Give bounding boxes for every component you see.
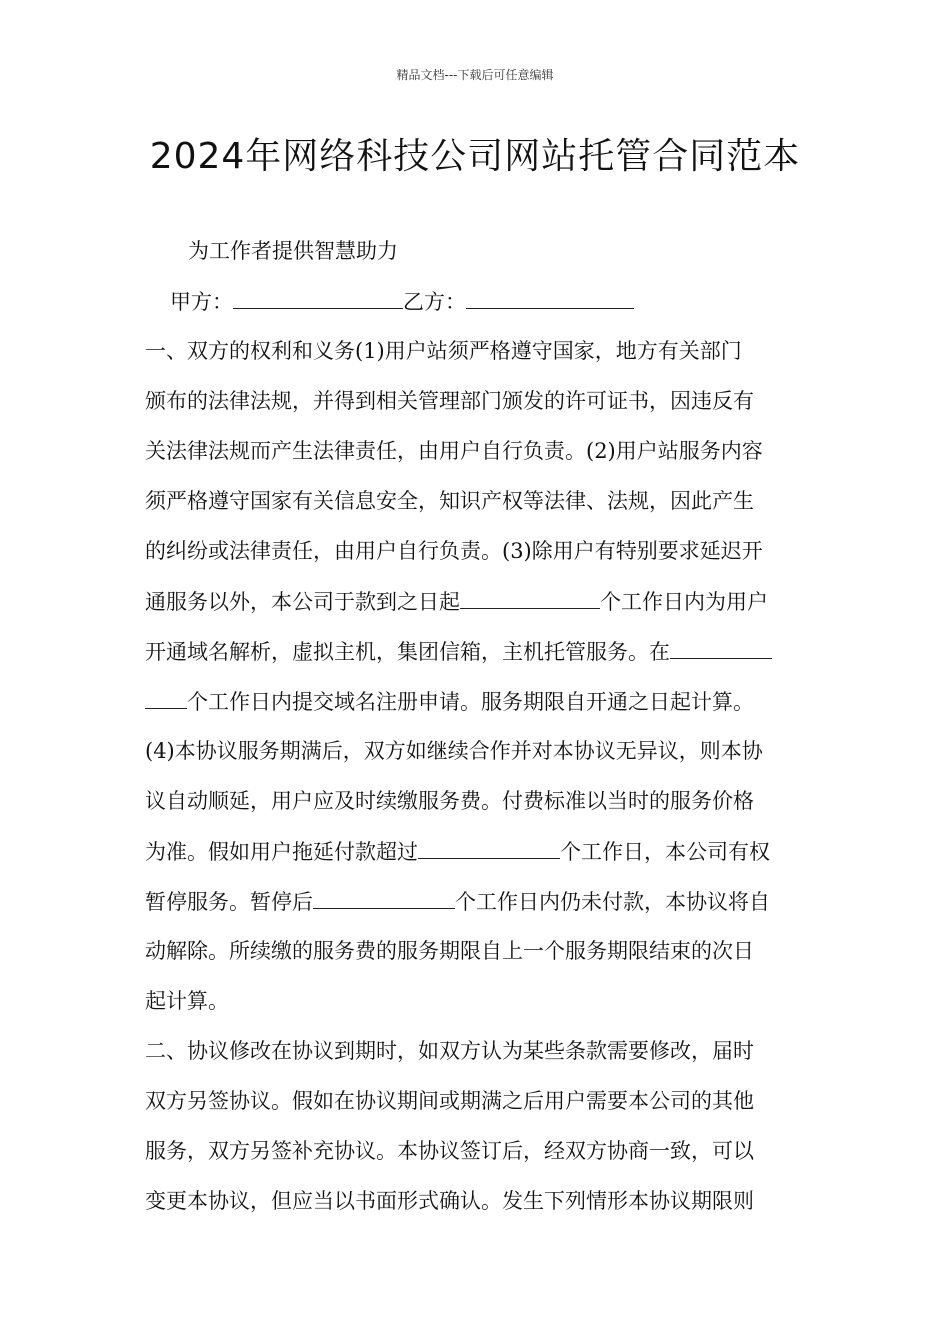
body-line-18: 变更本协议，但应当以书面形式确认。发生下列情形本协议期限则 [145, 1189, 754, 1213]
party-b-blank [466, 286, 634, 309]
subtitle: 为工作者提供智慧助力 [188, 239, 398, 263]
body-line-8-b: 个工作日内提交域名注册申请。服务期限自开通之日起计算。 [187, 690, 754, 714]
body-line-17: 服务，双方另签补充协议。本协议签订后，经双方协商一致，可以 [145, 1139, 754, 1163]
body-line-11-b: 个工作日，本公司有权 [560, 840, 770, 864]
body-line-15: 二、协议修改在协议到期时，如双方认为某些条款需要修改，届时 [145, 1039, 754, 1063]
body-line-11-a: 为准。假如用户拖延付款超过 [145, 840, 418, 864]
workdays-blank-4 [313, 886, 455, 909]
party-b-label: 乙方： [403, 290, 466, 314]
body-line-9: (4)本协议服务期满后，双方如继续合作并对本协议无异议，则本协 [145, 739, 763, 763]
body-line-6-a: 通服务以外，本公司于款到之日起 [145, 590, 460, 614]
parties-line [170, 286, 634, 317]
body-line-4: 须严格遵守国家有关信息安全，知识产权等法律、法规，因此产生 [145, 489, 754, 513]
body-line-6 [145, 586, 768, 617]
header-note: 精品文档---下载后可任意编辑 [396, 68, 554, 82]
body-line-10: 议自动顺延，用户应及时续缴服务费。付费标准以当时的服务价格 [145, 789, 754, 813]
body-line-11 [145, 836, 770, 867]
party-a-blank [233, 286, 403, 309]
body-line-7 [145, 636, 772, 667]
body-line-1: 一、双方的权利和义务(1)用户站须严格遵守国家，地方有关部门 [145, 339, 742, 363]
body-line-12-a: 暂停服务。暂停后 [145, 890, 313, 914]
workdays-blank-1 [460, 586, 600, 609]
body-line-12 [145, 886, 770, 917]
body-line-3: 关法律法规而产生法律责任，由用户自行负责。(2)用户站服务内容 [145, 439, 763, 463]
document-title: 2024年网络科技公司网站托管合同范本 [149, 136, 801, 177]
body-line-13: 动解除。所续缴的服务费的服务期限自上一个服务期限结束的次日 [145, 939, 754, 963]
workdays-blank-2b [145, 686, 187, 709]
body-line-16: 双方另签协议。假如在协议期间或期满之后用户需要本公司的其他 [145, 1089, 754, 1113]
workdays-blank-2a [670, 636, 772, 659]
body-line-14: 起计算。 [145, 989, 229, 1013]
workdays-blank-3 [418, 836, 560, 859]
body-line-5: 的纠纷或法律责任，由用户自行负责。(3)除用户有特别要求延迟开 [145, 539, 763, 563]
body-line-2: 颁布的法律法规，并得到相关管理部门颁发的许可证书，因违反有 [145, 389, 754, 413]
body-line-7-a: 开通域名解析，虚拟主机，集团信箱，主机托管服务。在 [145, 640, 670, 664]
body-line-6-b: 个工作日内为用户 [600, 590, 768, 614]
body-line-12-b: 个工作日内仍未付款，本协议将自 [455, 890, 770, 914]
party-a-label: 甲方： [170, 290, 233, 314]
body-line-8 [145, 686, 754, 717]
